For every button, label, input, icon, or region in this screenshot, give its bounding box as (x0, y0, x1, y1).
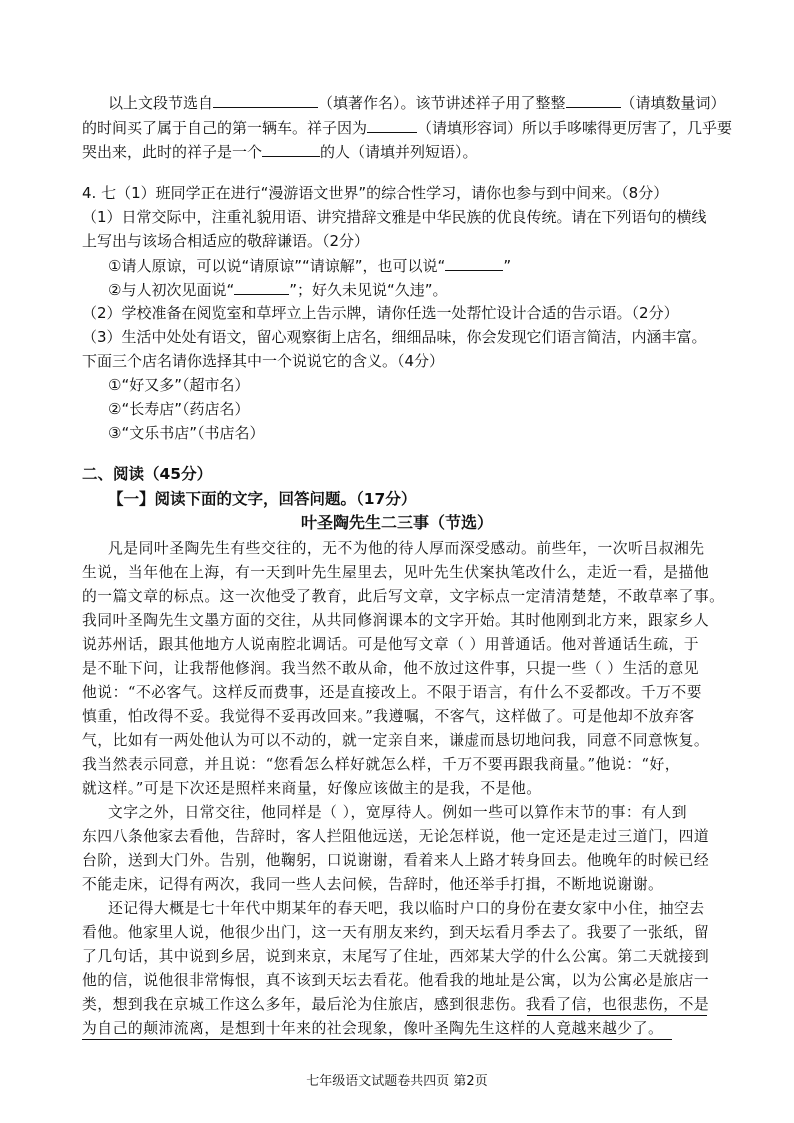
q3-text: 哭出来，此时的祥子是一个 (82, 143, 263, 161)
q4-item1-text: ” (503, 257, 512, 275)
q4-item2 (108, 279, 448, 300)
passage-line: 气，比如有一两处他认为可以不动的，就一定亲自来，谦虚而恳切地问我，同意不同意恢复。 (82, 732, 710, 749)
q4-item2-text: ”；好久未见说“久违”。 (289, 281, 448, 299)
q4-part3: （3）生活中处处有语文，留心观察街上店名，细细品味，你会发现它们语言简洁，内涵丰富。 (82, 328, 707, 346)
passage-line: 还记得大概是七十年代中期某年的春天吧，我以临时户口的身份在妻女家中小住，抽空去 (108, 900, 705, 917)
passage-line: 生说，当年他在上海，有一天到叶先生屋里去，见叶先生伏案执笔改什么，走近一看，是描他 (82, 564, 710, 581)
q3-text: 的人（请填并列短语）。 (320, 143, 478, 161)
q4-item2-text: ②与人初次见面说“ (108, 281, 235, 299)
passage-title: 叶圣陶先生二三事（节选） (300, 513, 493, 532)
passage-line: 就这样。”可是下次还是照样来商量，好像应该做主的是我，不是他。 (82, 780, 542, 797)
reading-subheading: 【一】阅读下面的文字，回答问题。（17分） (108, 490, 417, 508)
answer-blank[interactable] (262, 141, 320, 157)
passage-line: 东四八条他家去看他，告辞时，客人拦阻他远送，无论怎样说，他一定还是走过三道门，四道 (82, 828, 710, 845)
answer-blank[interactable] (213, 92, 318, 108)
q3-text: （请填形容词）所以手哆嗦得更厉害了，几乎要 (417, 119, 733, 137)
passage-line: 看他。他家里人说，他很少出门，这一天有朋友来约，到天坛看月季去了。我要了一张纸，留 (82, 924, 710, 941)
passage-line: 我同叶圣陶先生文墨方面的交往，从共同修润课本的文字开始。其时他刚到北方来，跟家乡人 (82, 612, 710, 629)
q3-text: 的时间买了属于自己的第一辆车。祥子因为 (82, 119, 368, 137)
q4-part3-cont: 下面三个店名请你选择其中一个说说它的含义。（4分） (82, 352, 445, 370)
underline-mark (82, 1039, 672, 1040)
passage-line: 凡是同叶圣陶先生有些交往的，无不为他的待人厚而深受感动。前些年，一次听吕叔湘先 (108, 540, 705, 557)
q3-line2 (82, 117, 732, 138)
passage-line: 慎重，怕改得不妥。我觉得不妥再改回来。”我遵嘱，不客气，这样做了。可是他却不放弃客 (82, 708, 695, 725)
q3-text: 以上文段节选自 (108, 94, 214, 112)
passage-line: 文字之外，日常交往，他同样是（ ），宽厚待人。例如一些可以算作末节的事：有人到 (108, 804, 688, 821)
passage-line: 台阶，送到大门外。告别，他鞠躬，口说谢谢，看着来人上路才转身回去。他晚年的时候已经 (82, 852, 710, 869)
passage-line: 了几句话，其中说到乡居，说到来京，末尾写了住址，西郊某大学的什么公寓。第二天就接到 (82, 948, 710, 965)
answer-blank[interactable] (445, 255, 503, 271)
passage-line: 是不耻下问，让我帮他修润。我当然不敢从命，他不放过这件事，只提一些（ ）生活的意见 (82, 660, 700, 677)
q4-item1-text: ①请人原谅，可以说“请原谅”“请谅解”，也可以说“ (108, 257, 446, 275)
answer-blank[interactable] (367, 117, 417, 133)
shop-name-1: ①“好又多”（超市名） (108, 376, 250, 394)
q4-heading: 4. 七（1）班同学正在进行“漫游语文世界”的综合性学习，请你也参与到中间来。（8分） (82, 184, 669, 202)
q4-part1: （1）日常交际中，注重礼貌用语、讲究措辞文雅是中华民族的优良传统。请在下列语句的横线 (82, 208, 707, 226)
q3-line1 (108, 92, 726, 113)
shop-name-3: ③“文乐书店”（书店名） (108, 424, 265, 442)
passage-line: 的一篇文章的标点。这一次他受了教育，此后写文章，文字标点一定清清楚楚，不敢草率了事。 (82, 588, 725, 605)
q3-line3 (82, 141, 478, 162)
passage-line: 类，想到我在京城工作这么多年，最后沦为住旅店，感到很悲伤。我看了信，也很悲伤，不是 (82, 996, 710, 1013)
underline-mark (527, 1015, 707, 1016)
q3-text: （请填数量词） (620, 94, 726, 112)
passage-line: 说苏州话，跟其他地方人说南腔北调话。可是他写文章（ ）用普通话。他对普通话生疏，于 (82, 636, 700, 653)
passage-line: 不能走床，记得有两次，我同一些人去问候，告辞时，他还举手打揖，不断地说谢谢。 (82, 876, 664, 893)
shop-name-2: ②“长寿店”（药店名） (108, 400, 250, 418)
answer-blank[interactable] (234, 279, 289, 295)
passage-line: 我当然表示同意，并且说：“您看怎么样好就怎么样，千万不要再跟我商量。”他说：“好， (82, 756, 681, 773)
passage-line: 为自己的颠沛流离，是想到十年来的社会现象，像叶圣陶先生这样的人竟越来越少了。 (82, 1020, 664, 1037)
page-footer: 七年级语文试题卷共四页 第2页 (306, 1074, 488, 1089)
q4-part1-cont: 上写出与该场合相适应的敬辞谦语。（2分） (82, 232, 370, 250)
passage-line: 他的信，说他很非常悔恨，真不该到天坛去看花。他看我的地址是公寓，以为公寓必是旅店一 (82, 972, 710, 989)
answer-blank[interactable] (566, 92, 621, 108)
q4-part2: （2）学校准备在阅览室和草坪立上告示牌，请你任选一处帮忙设计合适的告示语。（2分） (82, 304, 679, 322)
q4-item1 (108, 255, 511, 276)
q3-text: （填著作名）。该节讲述祥子用了整整 (318, 94, 566, 112)
passage-line: 他说：“不必客气。这样反而费事，还是直接改上。不限于语言，有什么不妥都改。千万不要 (82, 684, 702, 701)
section-heading: 二、阅读（45分） (82, 465, 213, 483)
